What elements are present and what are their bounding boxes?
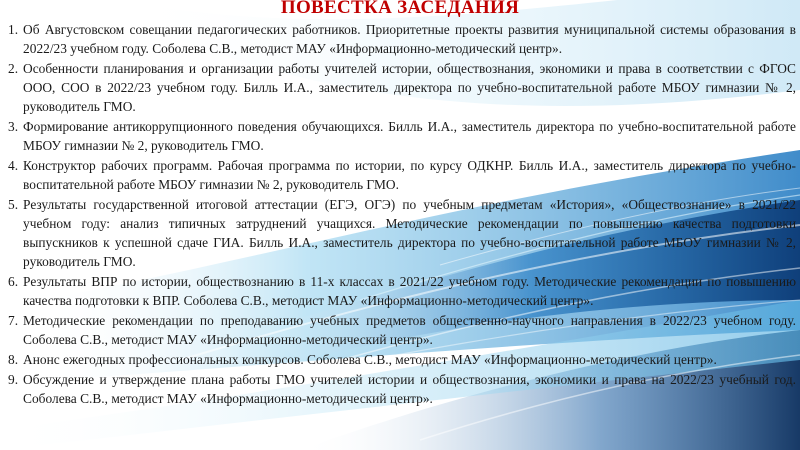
agenda-item-number: 2.: [8, 60, 19, 76]
agenda-item-number: 5.: [8, 196, 19, 212]
slide-title: ПОВЕСТКА ЗАСЕДАНИЯ: [280, 0, 520, 18]
agenda-item: [8, 20, 796, 58]
agenda-item-text: Об Августовском совещании педагогических работников. Приоритетные проекты развития муниципальной системы образования в 2022/23 учебном году. Соболева С.В., методист МАУ «Информационно-методический центр».: [23, 22, 796, 57]
agenda-list: [8, 20, 796, 409]
agenda-item-text: Конструктор рабочих программ. Рабочая программа по истории, по курсу ОДКНР. Билль И.А., заместитель директора по учебно-воспитательной работе МБОУ гимназии № 2, руководитель ГМО.: [23, 157, 796, 193]
agenda-item-number: 4.: [8, 157, 19, 173]
agenda-item: [8, 311, 796, 349]
agenda-item: [8, 272, 796, 310]
agenda-item-number: 9.: [8, 371, 19, 387]
agenda-item: [8, 156, 796, 194]
agenda-item-text: Анонс ежегодных профессиональных конкурсов. Соболева С.В., методист МАУ «Информационно-методический центр».: [23, 351, 717, 367]
agenda-item-text: Результаты государственной итоговой аттестации (ЕГЭ, ОГЭ) по учебным предметам «История», «Обществознание» в 2021/22 учебном году: анализ типичных затруднений учащихся. Методические рекомендации по повышению качества подготовки выпускников к успешной сдаче ГИА. Билль И.А., заместитель директора по учебно-воспитательной работе МБОУ гимназии № 2, руководитель ГМО.: [23, 196, 796, 270]
agenda-item-number: 6.: [8, 274, 19, 290]
agenda-item: [8, 370, 796, 408]
agenda-item-number: 7.: [8, 313, 19, 329]
agenda-item-number: 3.: [8, 119, 19, 135]
agenda-item-text: Результаты ВПР по истории, обществознанию в 11-х классах в 2021/22 учебном году. Методические рекомендации по повышению качества подготовки к ВПР. Соболева С.В., методист МАУ «Информационно-методический центр».: [23, 274, 796, 309]
agenda-item: [8, 117, 796, 155]
agenda-item-text: Особенности планирования и организации работы учителей истории, обществознания, экономики и права в соответствии с ФГОС ООО, СОО в 2022/23 учебном году. Билль И.А., заместитель директора по учебно-воспитательной работе МБОУ гимназии № 2, руководитель ГМО.: [23, 60, 796, 115]
agenda-item-text: Методические рекомендации по преподаванию учебных предметов общественно-научного направления в 2022/23 учебном году. Соболева С.В., методист МАУ «Информационно-методический центр».: [23, 313, 796, 348]
agenda-item-number: 1.: [8, 22, 19, 37]
agenda-item: [8, 59, 796, 117]
agenda-item: [8, 350, 796, 369]
agenda-item-number: 8.: [8, 351, 19, 367]
agenda-item: [8, 195, 796, 272]
agenda-item-text: Обсуждение и утверждение плана работы ГМО учителей истории и обществознания, экономики и права на 2022/23 учебный год. Соболева С.В., методист МАУ «Информационно-методический центр».: [23, 371, 796, 406]
agenda-item-text: Формирование антикоррупционного поведения обучающихся. Билль И.А., заместитель директора по учебно-воспитательной работе МБОУ гимназии № 2, руководитель ГМО.: [23, 119, 796, 154]
